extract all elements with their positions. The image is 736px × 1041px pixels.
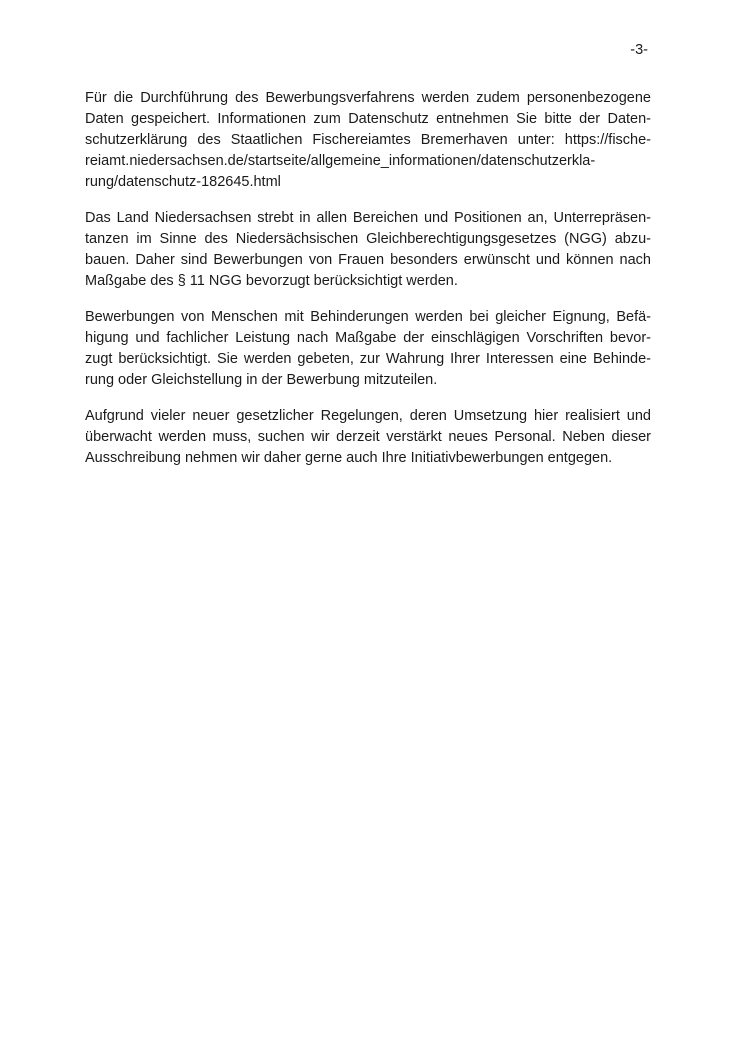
text-line: tanzen im Sinne des Niedersächsischen Gleichberechtigungsgesetzes (NGG) abzu-	[85, 231, 651, 247]
text-line: Daten gespeichert. Informationen zum Datenschutz entnehmen Sie bitte der Daten-	[85, 111, 651, 127]
text-line: schutzerklärung des Staatlichen Fischereiamtes Bremerhaven unter: https://fische-	[85, 132, 651, 148]
text-line: Maßgabe des § 11 NGG bevorzugt berücksichtigt werden.	[85, 273, 458, 289]
text-line: higung und fachlicher Leistung nach Maßgabe der einschlägigen Vorschriften bevor-	[85, 330, 651, 346]
paragraph-disability	[85, 307, 651, 391]
document-body	[85, 88, 651, 484]
paragraph-equal-opportunity	[85, 208, 651, 292]
text-line: reiamt.niedersachsen.de/startseite/allgemeine_informationen/datenschutzerkla-	[85, 153, 596, 169]
paragraph-data-protection	[85, 88, 651, 193]
paragraph-initiative-applications	[85, 406, 651, 469]
text-line: Bewerbungen von Menschen mit Behinderungen werden bei gleicher Eignung, Befä-	[85, 309, 651, 325]
text-line: rung oder Gleichstellung in der Bewerbung mitzuteilen.	[85, 372, 438, 388]
text-line: Für die Durchführung des Bewerbungsverfahrens werden zudem personenbezogene	[85, 90, 651, 106]
text-line: bauen. Daher sind Bewerbungen von Frauen besonders erwünscht und können nach	[85, 252, 651, 268]
text-line: überwacht werden muss, suchen wir derzeit verstärkt neues Personal. Neben dieser	[85, 429, 651, 445]
text-line: Aufgrund vieler neuer gesetzlicher Regelungen, deren Umsetzung hier realisiert und	[85, 408, 651, 424]
text-line: Das Land Niedersachsen strebt in allen Bereichen und Positionen an, Unterrepräsen-	[85, 210, 651, 226]
text-line: rung/datenschutz-182645.html	[85, 174, 281, 190]
text-line: Ausschreibung nehmen wir daher gerne auch Ihre Initiativbewerbungen entgegen.	[85, 450, 613, 466]
text-line: zugt berücksichtigt. Sie werden gebeten, zur Wahrung Ihrer Interessen eine Behinde-	[85, 351, 651, 367]
page-number: -3-	[630, 42, 648, 58]
